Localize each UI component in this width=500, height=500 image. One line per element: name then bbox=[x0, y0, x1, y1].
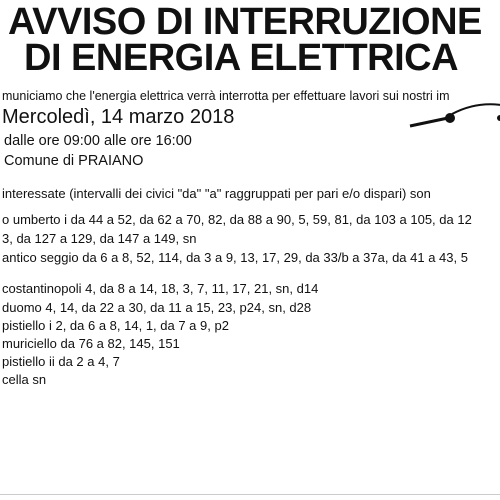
notice-intro: municiamo che l'energia elettrica verrà interrotta per effettuare lavori sui nostri im bbox=[2, 89, 450, 103]
street-line: antico seggio da 6 a 8, 52, 114, da 3 a 9, 13, 17, 29, da 33/b a 37a, da 41 a 43, 5 bbox=[2, 250, 468, 265]
street-line: 3, da 127 a 129, da 147 a 149, sn bbox=[2, 231, 197, 246]
outage-date: Mercoledì, 14 marzo 2018 bbox=[2, 106, 235, 128]
outage-hours: dalle ore 09:00 alle ore 16:00 bbox=[4, 133, 192, 149]
street-line: pistiello ii da 2 a 4, 7 bbox=[2, 354, 120, 369]
street-line: duomo 4, 14, da 22 a 30, da 11 a 15, 23, p24, sn, d28 bbox=[2, 300, 312, 315]
page-edge-divider bbox=[0, 494, 500, 495]
street-line: cella sn bbox=[2, 372, 47, 387]
municipality: Comune di PRAIANO bbox=[4, 153, 144, 169]
street-line: o umberto i da 44 a 52, da 62 a 70, 82, da 88 a 90, 5, 59, 81, da 103 a 105, da 12 bbox=[2, 212, 472, 227]
areas-heading: interessate (intervalli dei civici "da" "a" raggruppati per pari e/o dispari) son bbox=[2, 186, 431, 201]
notice-title-line-1: AVVISO DI INTERRUZIONE bbox=[8, 1, 482, 43]
clock-icon bbox=[408, 100, 500, 160]
street-line: muriciello da 76 a 82, 145, 151 bbox=[2, 336, 180, 351]
notice-title-line-2: DI ENERGIA ELETTRICA bbox=[24, 37, 459, 79]
street-line: costantinopoli 4, da 8 a 14, 18, 3, 7, 11, 17, 21, sn, d14 bbox=[2, 281, 319, 296]
street-line: pistiello i 2, da 6 a 8, 14, 1, da 7 a 9, p2 bbox=[2, 318, 229, 333]
